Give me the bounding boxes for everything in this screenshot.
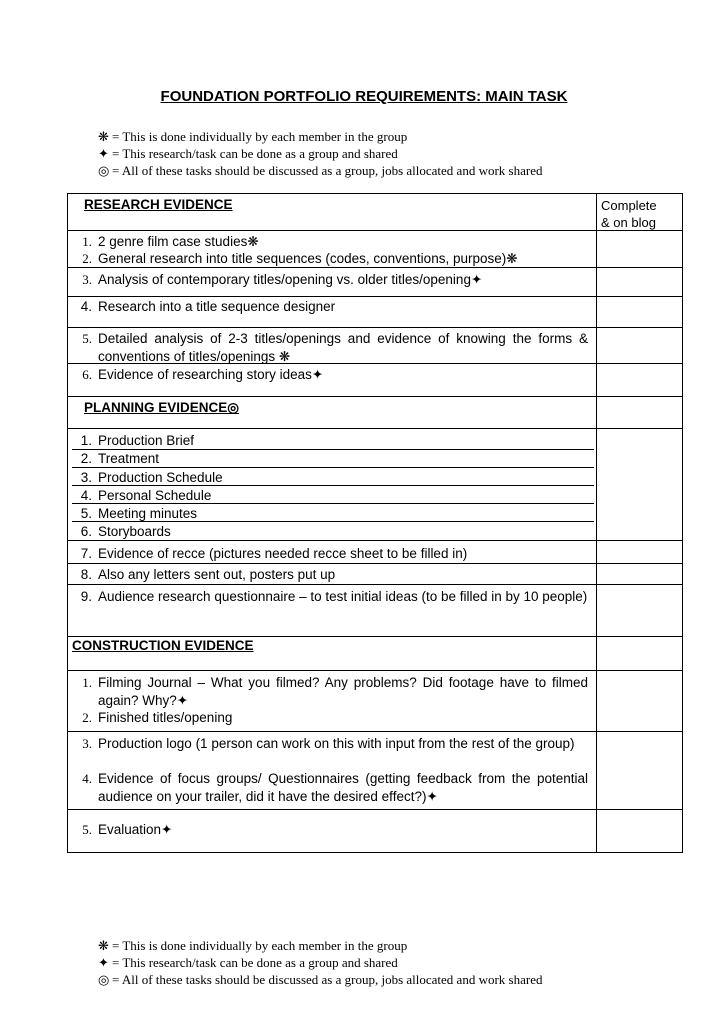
item-text: Production Schedule — [98, 470, 223, 485]
document-title: FOUNDATION PORTFOLIO REQUIREMENTS: MAIN TASK — [160, 88, 568, 105]
row-divider — [68, 428, 682, 429]
item-text: Research into a title sequence designer — [98, 299, 336, 314]
research-item-2 — [82, 250, 588, 268]
research-item-6 — [82, 366, 588, 384]
complete-column-header — [601, 197, 657, 231]
item-number: 4. — [82, 771, 92, 786]
planning-item-4 — [80, 487, 588, 505]
item-number: 2. — [82, 251, 92, 266]
individual-symbol-icon: ❋ — [98, 938, 109, 953]
item-number: 5. — [82, 331, 92, 346]
item-text: Evidence of focus groups/ Questionnaires (getting feedback from the potential audience on your trailer, did it have the desired effect?)✦ — [98, 771, 588, 804]
row-divider — [68, 563, 682, 564]
item-number: 5. — [80, 506, 92, 521]
item-number: 2. — [82, 710, 92, 725]
research-heading: RESEARCH EVIDENCE — [84, 197, 233, 212]
planning-item-5 — [80, 505, 588, 523]
item-text: Storyboards — [98, 524, 171, 539]
item-number: 3. — [82, 736, 92, 751]
key-text: = All of these tasks should be discussed as a group, jobs allocated and work shared — [112, 163, 543, 178]
key-line-group — [98, 145, 542, 162]
item-number: 3. — [80, 470, 92, 485]
item-text: Production Brief — [98, 433, 195, 448]
key-line-individual — [98, 937, 542, 954]
item-text: Evaluation✦ — [98, 822, 173, 837]
item-number: 8. — [80, 567, 92, 582]
row-divider — [68, 230, 682, 231]
row-divider — [68, 809, 682, 810]
item-text: Evidence of recce (pictures needed recce sheet to be filled in) — [98, 546, 468, 561]
item-number: 1. — [80, 433, 92, 448]
row-divider — [68, 636, 682, 637]
key-text: = This research/task can be done as a group and shared — [112, 146, 398, 161]
key-line-discussed — [98, 162, 542, 179]
research-item-1 — [82, 233, 588, 251]
discussed-symbol-icon: ◎ — [98, 972, 110, 987]
complete-header-line: Complete — [601, 198, 657, 213]
item-number: 3. — [82, 272, 92, 287]
construction-item-3 — [82, 735, 588, 753]
construction-item-5 — [82, 821, 588, 839]
item-number: 6. — [82, 367, 92, 382]
construction-item-4 — [82, 770, 588, 805]
key-text: = This research/task can be done as a group and shared — [112, 955, 398, 970]
item-text: Analysis of contemporary titles/opening vs. older titles/opening✦ — [98, 272, 483, 287]
item-number: 5. — [82, 822, 92, 837]
key-line-group — [98, 954, 542, 971]
item-text: Evidence of researching story ideas✦ — [98, 367, 324, 382]
item-text: Production logo (1 person can work on this with input from the rest of the group) — [98, 736, 575, 751]
item-text: Detailed analysis of 2-3 titles/openings and evidence of knowing the forms & conventions of titles/openings ❋ — [98, 331, 588, 364]
complete-header-line: & on blog — [601, 215, 656, 230]
item-text: Audience research questionnaire – to test initial ideas (to be filled in by 10 people) — [98, 589, 588, 604]
key-line-discussed — [98, 971, 542, 988]
planning-item-8 — [80, 566, 588, 584]
group-symbol-icon: ✦ — [98, 146, 109, 161]
item-text: Personal Schedule — [98, 488, 212, 503]
planning-item-6 — [80, 523, 588, 541]
row-divider — [68, 731, 682, 732]
item-number: 4. — [80, 488, 92, 503]
construction-item-2 — [82, 709, 588, 727]
group-symbol-icon: ✦ — [98, 955, 109, 970]
row-divider — [68, 327, 682, 328]
item-text: Meeting minutes — [98, 506, 198, 521]
key-line-individual — [98, 128, 542, 145]
key-text: = This is done individually by each member in the group — [112, 129, 408, 144]
key-text: = This is done individually by each member in the group — [112, 938, 408, 953]
requirements-table — [67, 193, 683, 853]
row-divider — [68, 296, 682, 297]
item-number: 9. — [80, 589, 92, 604]
planning-item-3 — [80, 469, 588, 487]
construction-heading: CONSTRUCTION EVIDENCE — [72, 638, 254, 653]
planning-item-7 — [80, 545, 588, 563]
row-divider — [68, 584, 682, 585]
planning-item-9 — [80, 588, 588, 606]
item-number: 7. — [80, 546, 92, 561]
construction-item-1 — [82, 674, 588, 709]
research-item-4 — [80, 298, 588, 316]
research-item-5 — [82, 330, 588, 365]
discussed-symbol-icon: ◎ — [98, 163, 110, 178]
item-text: Treatment — [98, 451, 160, 466]
planning-item-1 — [80, 432, 588, 450]
row-divider — [68, 396, 682, 397]
planning-heading: PLANNING EVIDENCE◎ — [84, 400, 240, 415]
research-item-3 — [82, 271, 588, 289]
symbol-key-top — [98, 128, 542, 179]
item-number: 1. — [82, 675, 92, 690]
row-divider — [68, 670, 682, 671]
key-text: = All of these tasks should be discussed as a group, jobs allocated and work shared — [112, 972, 543, 987]
item-number: 4. — [80, 299, 92, 314]
item-number: 6. — [80, 524, 92, 539]
planning-item-2 — [80, 450, 588, 468]
item-text: 2 genre film case studies❋ — [98, 234, 259, 249]
item-text: General research into title sequences (codes, conventions, purpose)❋ — [98, 251, 518, 266]
column-divider — [596, 194, 597, 852]
individual-symbol-icon: ❋ — [98, 129, 109, 144]
item-text: Also any letters sent out, posters put up — [98, 567, 336, 582]
item-text: Finished titles/opening — [98, 710, 233, 725]
symbol-key-bottom — [98, 937, 542, 988]
item-text: Filming Journal – What you filmed? Any problems? Did footage have to filmed again? Why?✦ — [98, 675, 588, 708]
item-number: 2. — [80, 451, 92, 466]
item-number: 1. — [82, 234, 92, 249]
